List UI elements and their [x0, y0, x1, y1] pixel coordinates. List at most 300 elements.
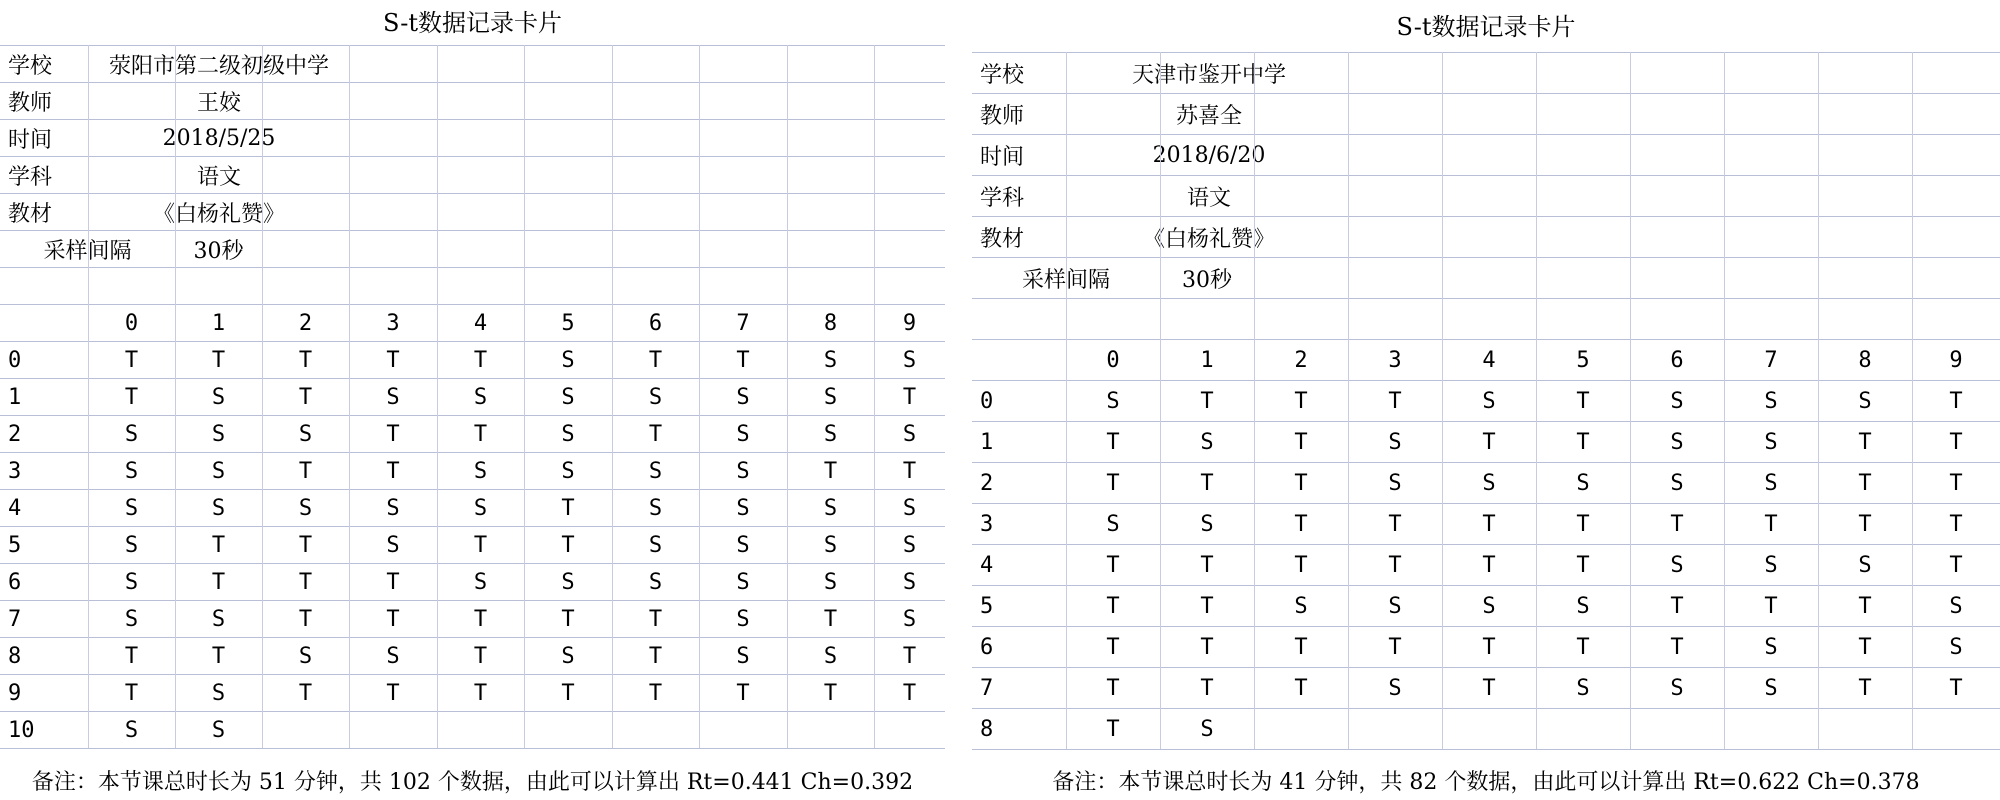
st-cell: T [124, 347, 139, 373]
st-cell: S [823, 421, 838, 447]
row-label: 7 [980, 675, 994, 701]
st-cell: S [124, 717, 139, 743]
interval-value: 30秒 [1182, 267, 1232, 293]
column-header: 5 [1576, 347, 1590, 373]
row-label: 4 [8, 495, 22, 521]
st-cell: S [1482, 470, 1496, 496]
card-title: S-t数据记录卡片 [382, 9, 563, 37]
grid-vline [1912, 52, 1913, 749]
info-row [972, 216, 2000, 257]
st-cell: S [648, 569, 663, 595]
st-cell: T [473, 532, 488, 558]
interval-row [0, 230, 945, 267]
st-cell: S [823, 384, 838, 410]
remark-note: 备注：本节课总时长为 41 分钟，共 82 个数据，由此可以计算出 Rt=0.622 Ch=0.378 [1052, 770, 1920, 795]
st-cell: T [1949, 429, 1963, 455]
grid-vline [349, 45, 350, 748]
grid-vline [1254, 52, 1255, 749]
row-label: 5 [8, 532, 22, 558]
st-cell: S [1764, 388, 1778, 414]
st-cell: T [473, 606, 488, 632]
st-cell: S [823, 347, 838, 373]
st-cell: T [1764, 593, 1778, 619]
st-cell: S [298, 421, 313, 447]
grid-vline [1160, 52, 1161, 749]
st-cell: T [648, 606, 663, 632]
st-cell: T [1388, 511, 1402, 537]
data-row [0, 637, 945, 674]
st-cell: S [561, 458, 575, 484]
data-row [972, 380, 2000, 421]
st-cell: T [1576, 552, 1590, 578]
st-cell: T [1482, 675, 1496, 701]
st-cell: S [1670, 429, 1684, 455]
row-label: 7 [8, 606, 22, 632]
info-label: 教材 [8, 201, 53, 227]
st-cell: T [1482, 634, 1496, 660]
data-row [972, 708, 2000, 749]
st-cell: S [1106, 511, 1120, 537]
st-cell: S [386, 495, 400, 521]
st-cell: T [473, 421, 488, 447]
st-cell: S [902, 606, 917, 632]
st-cell: S [1670, 675, 1684, 701]
st-cell: S [823, 532, 838, 558]
info-row [972, 134, 2000, 175]
column-header: 3 [1388, 347, 1402, 373]
st-cell: S [386, 643, 400, 669]
st-record-card-right [972, 0, 2000, 800]
st-cell: S [1949, 634, 1963, 660]
st-cell: T [1670, 634, 1684, 660]
column-header: 2 [298, 310, 313, 336]
st-cell: T [561, 606, 575, 632]
st-cell: S [1949, 593, 1963, 619]
st-cell: S [736, 421, 750, 447]
st-cell: S [902, 421, 917, 447]
st-cell: S [1200, 511, 1214, 537]
grid-vline [1536, 52, 1537, 749]
st-cell: T [298, 569, 313, 595]
st-cell: T [648, 347, 663, 373]
st-cell: T [736, 347, 750, 373]
st-cell: S [902, 532, 917, 558]
blank-row [0, 267, 945, 304]
grid-vline [1442, 52, 1443, 749]
st-cell: T [1858, 593, 1872, 619]
info-value: 荥阳市第二级初级中学 [108, 53, 329, 79]
row-label: 6 [8, 569, 22, 595]
st-cell: T [1482, 552, 1496, 578]
column-header: 4 [473, 310, 488, 336]
data-row [972, 503, 2000, 544]
card-title: S-t数据记录卡片 [1396, 13, 1576, 41]
st-cell: T [1949, 511, 1963, 537]
grid-vline [874, 45, 875, 748]
grid-vline [175, 45, 176, 748]
st-cell: S [648, 384, 663, 410]
grid-vline [1348, 52, 1349, 749]
data-row [0, 674, 945, 711]
row-label: 1 [980, 429, 994, 455]
row-label: 4 [980, 552, 994, 578]
st-cell: S [1482, 388, 1496, 414]
st-cell: T [1294, 429, 1308, 455]
st-cell: S [1388, 593, 1402, 619]
info-label: 教师 [8, 90, 53, 116]
info-label: 学科 [980, 185, 1025, 211]
st-cell: T [1200, 388, 1214, 414]
info-row [972, 93, 2000, 134]
st-cell: T [561, 532, 575, 558]
column-header: 2 [1294, 347, 1308, 373]
st-cell: T [124, 643, 139, 669]
st-cell: S [211, 384, 226, 410]
st-cell: S [823, 643, 838, 669]
st-cell: S [124, 495, 139, 521]
st-cell: T [298, 384, 313, 410]
grid-vline [1066, 52, 1067, 749]
row-label: 2 [980, 470, 994, 496]
st-cell: T [211, 347, 226, 373]
st-cell: T [1200, 593, 1214, 619]
st-cell: T [473, 347, 488, 373]
st-cell: S [1106, 388, 1120, 414]
st-cell: T [1949, 675, 1963, 701]
st-cell: T [298, 680, 313, 706]
st-cell: S [386, 532, 400, 558]
st-cell: S [1764, 675, 1778, 701]
st-cell: S [211, 680, 226, 706]
info-value: 王姣 [196, 90, 241, 116]
st-cell: S [124, 606, 139, 632]
blank-row [972, 298, 2000, 339]
st-cell: S [298, 643, 313, 669]
st-cell: T [1949, 470, 1963, 496]
column-header: 6 [648, 310, 663, 336]
st-cell: T [386, 458, 400, 484]
grid-vline [524, 45, 525, 748]
grid-vline [612, 45, 613, 748]
data-row [0, 415, 945, 452]
st-cell: S [211, 421, 226, 447]
st-cell: S [1200, 429, 1214, 455]
column-header: 4 [1482, 347, 1496, 373]
row-label: 2 [8, 421, 22, 447]
st-cell: T [902, 680, 917, 706]
row-label: 0 [980, 388, 994, 414]
st-cell: T [1670, 593, 1684, 619]
info-value: 语文 [1186, 185, 1231, 211]
st-cell: T [386, 569, 400, 595]
info-value: 2018/5/25 [162, 125, 276, 151]
st-cell: S [386, 384, 400, 410]
st-cell: S [1388, 470, 1402, 496]
info-label: 学科 [8, 164, 53, 190]
st-cell: T [1388, 552, 1402, 578]
st-cell: S [648, 495, 663, 521]
column-header: 7 [736, 310, 750, 336]
st-cell: T [1106, 634, 1120, 660]
st-cell: T [823, 680, 838, 706]
row-label: 0 [8, 347, 22, 373]
st-cell: S [298, 495, 313, 521]
column-header: 8 [1858, 347, 1872, 373]
st-cell: T [1294, 470, 1308, 496]
st-cell: S [1576, 470, 1590, 496]
data-row [972, 421, 2000, 462]
column-header: 8 [823, 310, 838, 336]
row-label: 8 [980, 716, 994, 742]
info-value: 苏喜全 [1175, 103, 1242, 129]
st-cell: S [1670, 470, 1684, 496]
st-cell: T [1294, 388, 1308, 414]
st-cell: T [1388, 388, 1402, 414]
st-cell: S [1670, 552, 1684, 578]
data-row [972, 667, 2000, 708]
st-cell: T [1106, 675, 1120, 701]
st-cell: T [823, 458, 838, 484]
st-cell: T [1200, 470, 1214, 496]
st-cell: T [902, 384, 917, 410]
st-cell: S [648, 532, 663, 558]
info-label: 教材 [980, 226, 1025, 252]
info-value: 天津市鉴开中学 [1131, 62, 1286, 88]
st-cell: S [211, 717, 226, 743]
st-cell: T [473, 643, 488, 669]
st-cell: S [473, 569, 488, 595]
st-cell: S [1388, 675, 1402, 701]
st-cell: S [1388, 429, 1402, 455]
st-cell: T [1858, 511, 1872, 537]
st-cell: S [561, 643, 575, 669]
st-cell: T [386, 421, 400, 447]
interval-row [972, 257, 2000, 298]
st-cell: S [124, 458, 139, 484]
st-cell: T [124, 384, 139, 410]
st-cell: S [211, 458, 226, 484]
st-cell: S [124, 569, 139, 595]
st-cell: S [1576, 593, 1590, 619]
info-value: 《白杨礼赞》 [152, 201, 285, 227]
st-cell: S [902, 569, 917, 595]
st-cell: S [473, 384, 488, 410]
st-record-card-left [0, 0, 945, 800]
st-cell: S [561, 421, 575, 447]
interval-value: 30秒 [193, 238, 244, 264]
st-cell: T [1294, 511, 1308, 537]
info-label: 时间 [980, 144, 1025, 170]
grid-vline [1818, 52, 1819, 749]
column-header-row [0, 304, 945, 341]
st-cell: S [473, 495, 488, 521]
st-cell: S [736, 569, 750, 595]
data-row [0, 378, 945, 415]
st-cell: S [736, 532, 750, 558]
st-cell: T [1200, 552, 1214, 578]
data-row [972, 544, 2000, 585]
st-cell: T [1576, 388, 1590, 414]
column-header: 0 [124, 310, 139, 336]
data-row [0, 711, 945, 748]
grid-vline [437, 45, 438, 748]
info-row [0, 156, 945, 193]
st-cell: S [1576, 675, 1590, 701]
row-label: 6 [980, 634, 994, 660]
st-cell: T [386, 347, 400, 373]
st-cell: T [1482, 429, 1496, 455]
st-cell: S [1200, 716, 1214, 742]
st-cell: S [902, 495, 917, 521]
st-cell: T [823, 606, 838, 632]
st-cell: T [298, 458, 313, 484]
data-row [0, 489, 945, 526]
data-row [0, 341, 945, 378]
st-cell: S [823, 569, 838, 595]
st-cell: T [648, 643, 663, 669]
st-cell: T [473, 680, 488, 706]
interval-label: 采样间隔 [1021, 267, 1110, 293]
st-cell: T [211, 643, 226, 669]
data-row [0, 563, 945, 600]
st-cell: T [1576, 634, 1590, 660]
column-header: 6 [1670, 347, 1684, 373]
info-row [0, 45, 945, 82]
info-label: 时间 [8, 127, 53, 153]
st-cell: T [1858, 634, 1872, 660]
grid-vline [262, 45, 263, 748]
info-row [0, 193, 945, 230]
column-header: 7 [1764, 347, 1778, 373]
st-cell: T [1858, 429, 1872, 455]
st-cell: T [386, 680, 400, 706]
info-value: 语文 [196, 164, 241, 190]
data-row [0, 600, 945, 637]
st-cell: S [561, 384, 575, 410]
row-label: 5 [980, 593, 994, 619]
st-cell: T [1576, 429, 1590, 455]
st-cell: T [648, 680, 663, 706]
row-label: 9 [8, 680, 22, 706]
row-label: 8 [8, 643, 22, 669]
st-cell: S [211, 495, 226, 521]
row-label: 3 [8, 458, 22, 484]
st-cell: T [1200, 634, 1214, 660]
st-cell: T [298, 532, 313, 558]
st-cell: S [1858, 552, 1872, 578]
st-cell: S [561, 347, 575, 373]
st-cell: T [1388, 634, 1402, 660]
st-cell: T [298, 347, 313, 373]
st-cell: S [1764, 552, 1778, 578]
grid-vline [88, 45, 89, 748]
interval-label: 采样间隔 [43, 238, 132, 264]
column-header: 9 [902, 310, 917, 336]
st-cell: T [902, 643, 917, 669]
grid-vline [1630, 52, 1631, 749]
info-label: 学校 [980, 62, 1025, 88]
st-cell: T [386, 606, 400, 632]
column-header: 1 [1200, 347, 1214, 373]
data-row [0, 452, 945, 489]
st-cell: S [124, 532, 139, 558]
info-row [972, 52, 2000, 93]
data-row [972, 462, 2000, 503]
st-cell: S [736, 458, 750, 484]
st-cell: T [211, 569, 226, 595]
st-cell: T [648, 421, 663, 447]
st-cell: S [1858, 388, 1872, 414]
st-cell: T [211, 532, 226, 558]
st-cell: T [1949, 388, 1963, 414]
st-cell: T [1106, 552, 1120, 578]
st-cell: T [1106, 429, 1120, 455]
st-cell: S [736, 643, 750, 669]
info-row [0, 119, 945, 156]
st-cell: S [1482, 593, 1496, 619]
info-row [0, 82, 945, 119]
st-cell: S [736, 384, 750, 410]
st-cell: S [1764, 429, 1778, 455]
st-cell: T [1764, 511, 1778, 537]
grid-vline [699, 45, 700, 748]
grid-vline [1724, 52, 1725, 749]
data-row [972, 626, 2000, 667]
st-cell: T [1106, 470, 1120, 496]
st-cell: T [1294, 675, 1308, 701]
st-cell: S [1764, 470, 1778, 496]
info-label: 教师 [980, 103, 1025, 129]
st-cell: S [902, 347, 917, 373]
st-cell: S [561, 569, 575, 595]
st-cell: T [561, 495, 575, 521]
st-cell: S [823, 495, 838, 521]
st-cell: T [1294, 634, 1308, 660]
info-row [972, 175, 2000, 216]
st-cell: S [1764, 634, 1778, 660]
data-row [0, 526, 945, 563]
row-label: 10 [8, 717, 35, 743]
st-cell: S [648, 458, 663, 484]
st-cell: T [1858, 675, 1872, 701]
st-cell: T [561, 680, 575, 706]
column-header: 1 [211, 310, 226, 336]
st-cell: S [736, 606, 750, 632]
st-cell: S [124, 421, 139, 447]
st-cell: T [298, 606, 313, 632]
st-cell: T [1482, 511, 1496, 537]
st-cell: S [473, 458, 488, 484]
st-cell: S [211, 606, 226, 632]
st-cell: T [1106, 593, 1120, 619]
grid-bottom-border [0, 748, 945, 749]
st-cell: T [902, 458, 917, 484]
column-header: 9 [1949, 347, 1963, 373]
info-value: 2018/6/20 [1152, 142, 1266, 168]
st-cell: T [1576, 511, 1590, 537]
remark-note: 备注：本节课总时长为 51 分钟，共 102 个数据，由此可以计算出 Rt=0.441 Ch=0.392 [31, 770, 914, 795]
grid-vline [787, 45, 788, 748]
grid-bottom-border [972, 749, 2000, 750]
st-cell: S [1294, 593, 1308, 619]
st-cell: T [1200, 675, 1214, 701]
column-header: 0 [1106, 347, 1120, 373]
column-header: 5 [561, 310, 575, 336]
st-cell: T [1858, 470, 1872, 496]
st-cell: T [1670, 511, 1684, 537]
data-row [972, 585, 2000, 626]
st-cell: S [1670, 388, 1684, 414]
